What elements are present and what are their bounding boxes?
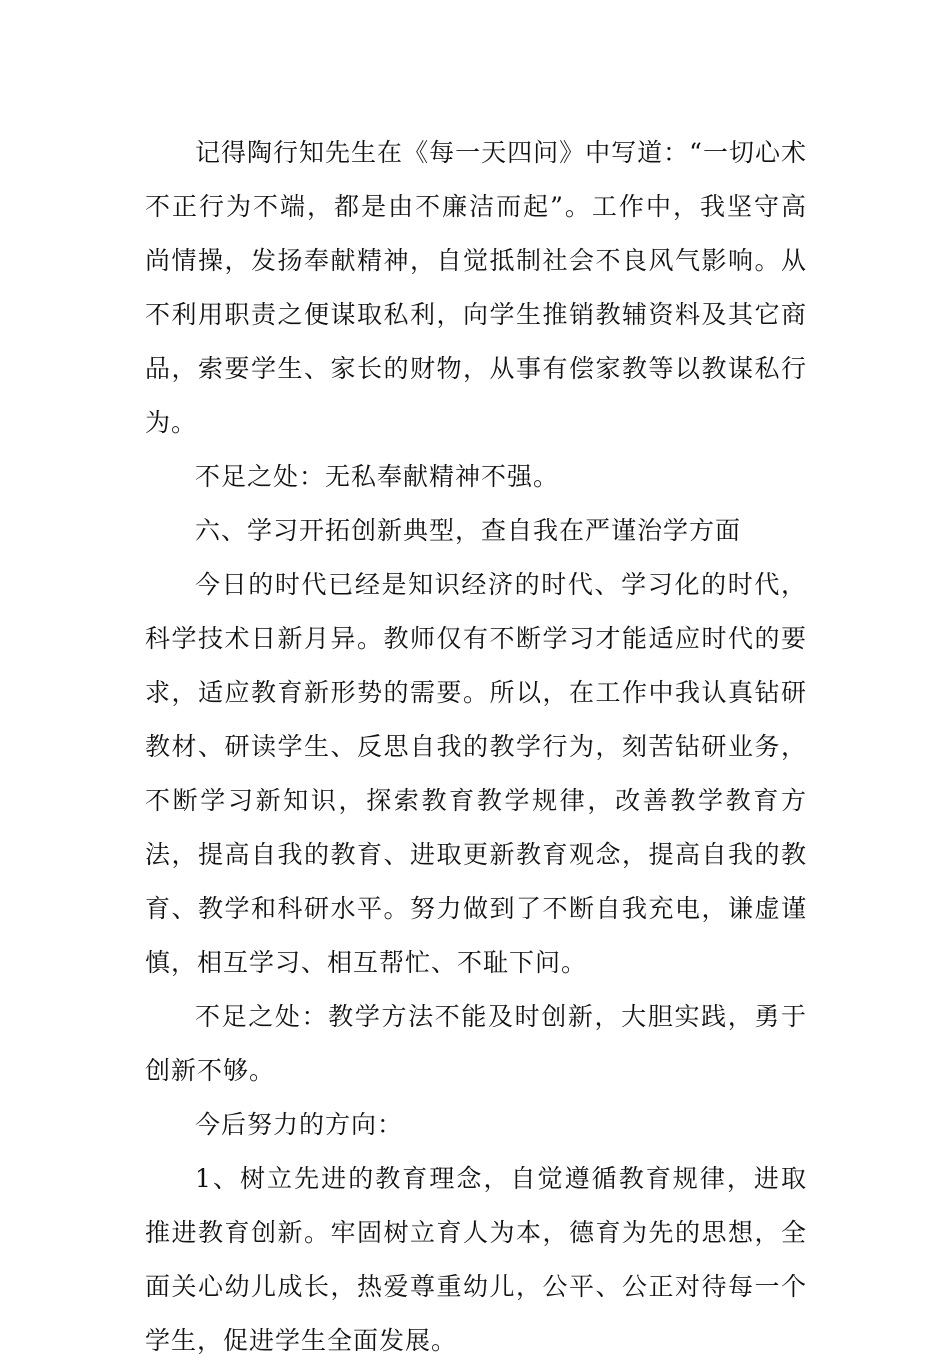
paragraph-shortcoming-innovation: 不足之处：教学方法不能及时创新，大胆实践，勇于创新不够。 xyxy=(145,1002,807,1085)
paragraph-future-item-1: 1、树立先进的教育理念，自觉遵循教育规律，进取推进教育创新。牢固树立育人为本，德育为先的思想，全面关心幼儿成长，热爱尊重幼儿，公平、公正对待每一个学生，促进学生全面发展。 xyxy=(145,1164,807,1355)
paragraph-future-direction-heading: 今后努力的方向： xyxy=(195,1110,404,1139)
paragraph-integrity: 记得陶行知先生在《每一天四问》中写道：“一切心术不正行为不端，都是由不廉洁而起”。工作中，我坚守高尚情操，发扬奉献精神，自觉抵制社会不良风气影响。从不利用职责之便谋取私利，向学生推销教辅资料及其它商品，索要学生、家长的财物，从事有偿家教等以教谋私行为。 xyxy=(145,138,807,437)
paragraph-shortcoming-dedication: 不足之处：无私奉献精神不强。 xyxy=(195,462,560,491)
section-heading-rigorous-scholarship: 六、学习开拓创新典型，查自我在严谨治学方面 xyxy=(195,516,742,545)
document-body xyxy=(145,126,807,1368)
paragraph-learning: 今日的时代已经是知识经济的时代、学习化的时代，科学技术日新月异。教师仅有不断学习才能适应时代的要求，适应教育新形势的需要。所以，在工作中我认真钻研教材、研读学生、反思自我的教学行为，刻苦钻研业务，不断学习新知识，探索教育教学规律，改善教学教育方法，提高自我的教育、进取更新教育观念，提高自我的教育、教学和科研水平。努力做到了不断自我充电，谦虚谨慎，相互学习、相互帮忙、不耻下问。 xyxy=(145,570,807,977)
